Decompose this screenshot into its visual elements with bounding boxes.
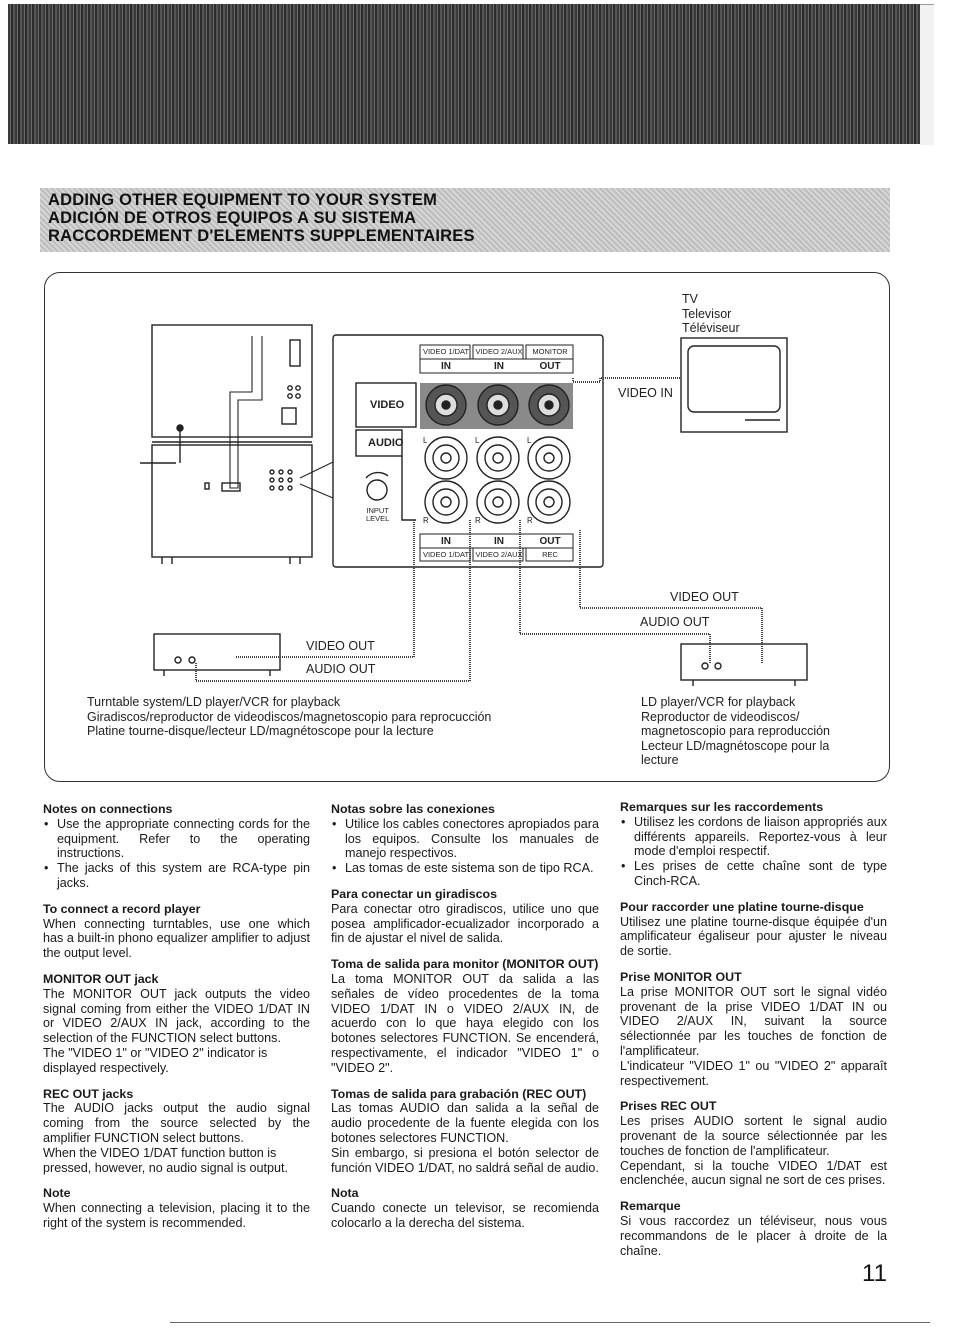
tv-body xyxy=(681,338,787,432)
right-audio-out-label: AUDIO OUT xyxy=(640,615,710,629)
english-record-heading: To connect a record player xyxy=(43,901,201,916)
spanish-record-text: Para conectar otro giradiscos, utilice uno que posea amplificador-ecualizador incorporado a fin de ajustar el nivel de salida. xyxy=(331,901,599,946)
audio-panel-label: AUDIO xyxy=(368,437,404,449)
spanish-monitor-heading: Toma de salida para monitor (MONITOR OUT) xyxy=(331,957,599,972)
french-note-item: • Utilisez les cordons de liaison appropriés aux différents appareils. Reportez-vous à leur mode d'emploi respectif. xyxy=(634,815,887,859)
jack-io-bottom-1: IN xyxy=(441,536,451,547)
french-record-text: Utilisez une platine tourne-disque équipée d'un amplificateur égaliseur pour ajuster le niveau de sortie. xyxy=(620,914,887,959)
r-label-3: R xyxy=(527,516,533,525)
spanish-rec-heading: Tomas de salida para grabación (REC OUT) xyxy=(331,1086,587,1101)
spanish-note-item: • Utilice los cables conectores apropiados para los equipos. Consulte los manuales de manejo respectivos. xyxy=(345,817,599,861)
video-panel-label: VIDEO xyxy=(370,399,405,411)
system-upper-unit xyxy=(152,325,312,437)
french-monitor-text-2: L'indicateur "VIDEO 1" ou "VIDEO 2" apparaît respectivement. xyxy=(620,1058,887,1088)
english-record-text: When connecting turntables, use one which has a built-in phono equalizer amplifier to adjust the output level. xyxy=(43,916,310,961)
page-number: 11 xyxy=(862,1260,887,1287)
spanish-rec-text-2: Sin embargo, si presiona el botón selector de función VIDEO 1/DAT, no saldrá señal de audio. xyxy=(331,1145,599,1175)
spanish-note-item: • Las tomas de este sistema son de tipo RCA. xyxy=(345,861,599,876)
system-lower-unit xyxy=(152,445,312,557)
l-label-1: L xyxy=(423,436,428,445)
spanish-note-text: Cuando conecte un televisor, se recomienda colocarlo a la derecha del sistema. xyxy=(331,1201,599,1230)
right-video-out-label: VIDEO OUT xyxy=(670,590,739,604)
jack-label-video1-top: VIDEO 1/DAT xyxy=(422,347,470,356)
french-notes-heading: Remarques sur les raccordements xyxy=(620,800,824,814)
l-label-2: L xyxy=(475,436,480,445)
r-label-1: R xyxy=(423,516,429,525)
jack-io-bottom-3: OUT xyxy=(539,536,561,547)
french-monitor-text: La prise MONITOR OUT sort le signal vidéo provenant de la prise VIDEO 1/DAT IN ou VIDEO 2/AUX IN, suivant la source sélectionnée par les touches de fonction de l'amplificateur. xyxy=(620,984,887,1058)
left-audio-out-label: AUDIO OUT xyxy=(306,662,376,676)
french-record-heading: Pour raccorder une platine tourne-disque xyxy=(620,899,864,914)
jack-label-video2-bottom: VIDEO 2/AUX xyxy=(475,550,523,559)
english-note-item: • The jacks of this system are RCA-type pin jacks. xyxy=(57,861,310,891)
left-device-caption: Turntable system/LD player/VCR for playback Giradiscos/reproductor de videodiscos/magnetoscopio para reprocucción Platine tourne-disque/lecteur LD/magnétoscope pour la lecture xyxy=(87,695,492,738)
jack-label-rec: REC xyxy=(542,550,558,559)
english-rec-heading: REC OUT jacks xyxy=(43,1086,134,1101)
tv-label: TV Televisor Téléviseur xyxy=(682,292,740,335)
english-column xyxy=(43,802,310,1242)
french-note-text: Si vous raccordez un téléviseur, nous vous recommandons de le placer à droite de la chaîne. xyxy=(620,1213,887,1258)
bottom-rule xyxy=(170,1322,930,1323)
spanish-monitor-text: La toma MONITOR OUT da salida a las señales de vídeo procedentes de la toma VIDEO 1/DAT IN o VIDEO 2/AUX IN, de acuerdo con lo que haya elegido con los botones selectores FUNCTION. Se encenderá, respectivamente, el indicador "VIDEO 1" o "VIDEO 2". xyxy=(331,971,599,1075)
english-monitor-text-2: The "VIDEO 1" or "VIDEO 2" indicator is displayed respectively. xyxy=(43,1045,268,1075)
spanish-record-heading: Para conectar un giradiscos xyxy=(331,886,497,901)
input-level-label: INPUT LEVEL xyxy=(366,506,390,523)
english-monitor-heading: MONITOR OUT jack xyxy=(43,971,159,986)
spanish-notes-heading: Notas sobre las conexiones xyxy=(331,802,495,816)
english-notes-heading: Notes on connections xyxy=(43,802,173,816)
english-note-item: • Use the appropriate connecting cords for the equipment. Refer to the operating instructions. xyxy=(57,817,310,861)
title-english: ADDING OTHER EQUIPMENT TO YOUR SYSTEM xyxy=(48,191,438,209)
right-playback-device xyxy=(681,644,807,680)
jack-label-video1-bottom: VIDEO 1/DAT xyxy=(422,550,470,559)
jack-io-bottom-2: IN xyxy=(494,536,504,547)
jack-io-top-1: IN xyxy=(441,361,451,372)
spanish-rec-text: Las tomas AUDIO dan salida a la señal de audio procedente de la fuente elegida con los botones selectores FUNCTION. xyxy=(331,1101,599,1145)
french-monitor-heading: Prise MONITOR OUT xyxy=(620,969,742,984)
jack-label-monitor: MONITOR xyxy=(532,347,568,356)
right-device-caption: LD player/VCR for playback Reproductor de videodiscos/ magnetoscopio para reproducción Lecteur LD/magnétoscope pour la lecture xyxy=(641,695,831,767)
jack-io-top-2: IN xyxy=(494,361,504,372)
title-french: RACCORDEMENT D'ELEMENTS SUPPLEMENTAIRES xyxy=(48,227,475,245)
french-column xyxy=(620,800,887,1269)
spanish-note-heading: Nota xyxy=(331,1186,359,1201)
left-video-out-label: VIDEO OUT xyxy=(306,639,375,653)
jack-io-top-3: OUT xyxy=(539,361,561,372)
french-rec-text: Les prises AUDIO sortent le signal audio provenant de la source sélectionnée par les touches de fonction de l'amplificateur. xyxy=(620,1114,887,1158)
r-label-2: R xyxy=(475,516,481,525)
video-in-label: VIDEO IN xyxy=(618,386,673,400)
jack-label-video2-top: VIDEO 2/AUX xyxy=(475,347,523,356)
english-note-text: When connecting a television, placing it to the right of the system is recommended. xyxy=(43,1201,310,1230)
l-label-3: L xyxy=(527,436,532,445)
spanish-column xyxy=(331,802,599,1242)
french-note-heading: Remarque xyxy=(620,1199,681,1214)
english-rec-text: The AUDIO jacks output the audio signal coming from the source selected by the amplifier FUNCTION select buttons. xyxy=(43,1101,310,1145)
french-rec-text-2: Cependant, si la touche VIDEO 1/DAT est enclenchée, aucun signal ne sort de ces prises. xyxy=(620,1158,887,1188)
english-monitor-text: The MONITOR OUT jack outputs the video signal coming from either the VIDEO 1/DAT IN or VIDEO 2/AUX IN jack, according to the selection of the FUNCTION select buttons. xyxy=(43,986,310,1046)
english-rec-text-2: When the VIDEO 1/DAT function button is pressed, however, no audio signal is output. xyxy=(43,1145,289,1175)
left-playback-device xyxy=(154,634,280,670)
french-note-item: • Les prises de cette chaîne sont de type Cinch-RCA. xyxy=(634,859,887,889)
title-spanish: ADICIÓN DE OTROS EQUIPOS A SU SISTEMA xyxy=(48,209,417,227)
french-rec-heading: Prises REC OUT xyxy=(620,1099,717,1114)
english-note-heading: Note xyxy=(43,1186,71,1201)
